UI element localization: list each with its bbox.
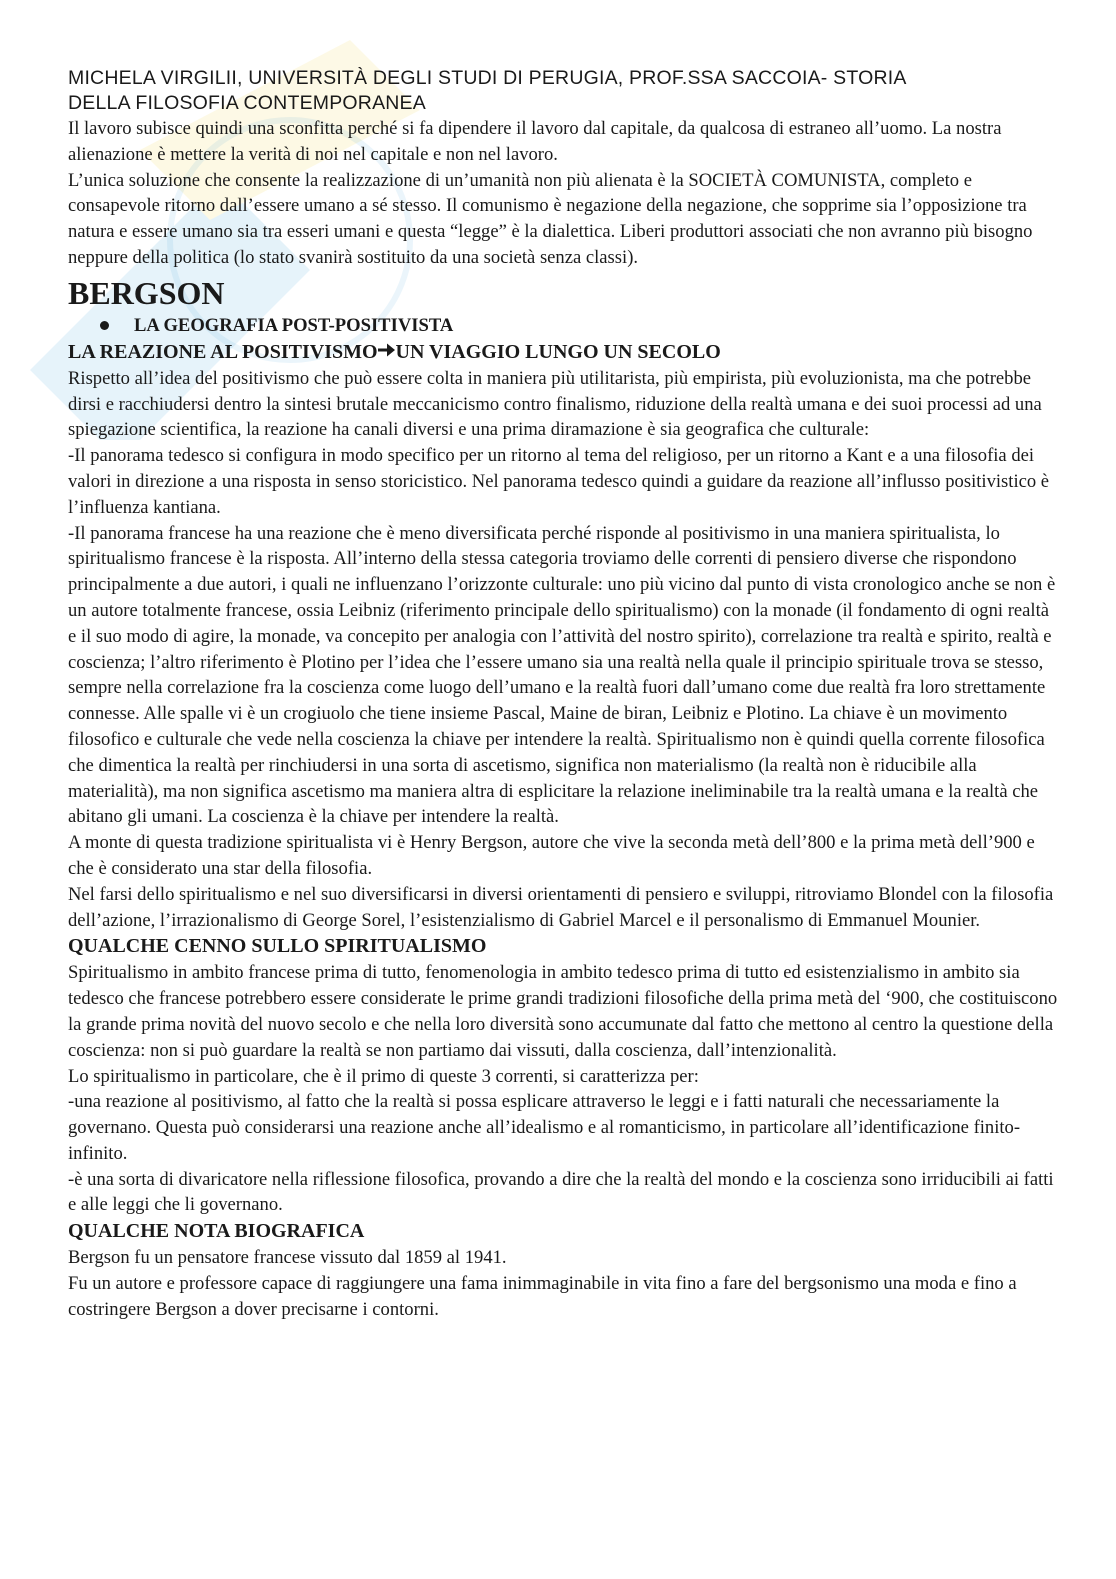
section1-paragraph: Rispetto all’idea del positivismo che può essere colta in maniera più utilitarista, più empirista, più evoluzionista, ma che potrebbe dirsi e racchiudersi dentro la sintesi brutale meccanicismo contro finalismo, riduzione della realtà umana e dei suoi processi ad una spiegazione scientifica, la reazione ha canali diversi e una prima diramazione è sia geografica che culturale: — [68, 367, 1042, 441]
heading-right: UN VIAGGIO LUNGO UN SECOLO — [395, 340, 721, 363]
right-arrow-icon — [378, 342, 396, 358]
document-page — [68, 66, 1058, 1323]
section2-paragraph: Lo spiritualismo in particolare, che è il primo di queste 3 correnti, si caratterizza per: — [68, 1065, 699, 1087]
section2-paragraph: Spiritualismo in ambito francese prima di tutto, fenomenologia in ambito tedesco prima di tutto ed esistenzialismo in ambito sia tedesco che francese potrebbero essere considerate le prime grandi tradizioni filosofiche della prima metà del ‘900, che costituiscono la grande prima novità del nuovo secolo e che nella loro diversità sono accumunate dal fatto che mettono al centro la questione della coscienza: non si può guardare la realtà se non partiamo dai vissuti, dalla coscienza, dall’intenzionalità. — [68, 962, 1058, 1061]
section2-paragraph: -una reazione al positivismo, al fatto che la realtà si possa esplicare attraverso le leggi e i fatti naturali che necessariamente la governano. Questa può considerarsi una reazione anche all’idealismo e al romanticismo, in particolare all’identificazione finito-infinito. — [68, 1091, 1021, 1164]
section1-paragraph: -Il panorama francese ha una reazione che è meno diversificata perché risponde al positivismo in una maniera spiritualista, lo spiritualismo francese è la risposta. All’interno della stessa categoria troviamo delle correnti di pensiero diverse che rispondono principalmente a due autori, i quali ne influenzano l’orizzonte culturale: uno più vicino dal punto di vista cronologico anche se non è un autore totalmente francese, ossia Leibniz (riferimento principale dello spiritualismo) con la monade (il fondamento di ogni realtà e il suo modo di agire, la monade, va concepito per analogia con l’attività del nostro spirito), correlazione tra realtà e spirito, realtà e coscienza; l’altro riferimento è Plotino per l’idea che l’essere umano sia una realtà nella quale il principio spirituale trova se stesso, sempre nella correlazione fra la coscienza come luogo dell’umano e la realtà fuori dall’umano come due realtà fra loro strettamente connesse. Alle spalle vi è un crogiuolo che tiene insieme Pascal, Maine de biran, Leibniz e Plotino. La chiave è un movimento filosofico e culturale che vede nella coscienza la chiave per intendere la realtà. Spiritualismo non è quindi quella corrente filosofica che dimentica la realtà per rinchiudersi in una sorta di ascetismo, significa non materialismo (la realtà non è riducibile alla materialità), ma non significa ascetismo ma maniera altra di esplicitare la relazione ineliminabile tra la realtà umana e la realtà che abitano gli umani. La coscienza è la chiave per intendere la realtà. — [68, 522, 1056, 828]
section3-paragraph: Fu un autore e professore capace di raggiungere una fama inimmaginabile in vita fino a fare del bergsonismo una moda e fino a costringere Bergson a dover precisarne i contorni. — [68, 1273, 1017, 1320]
section-heading-biografia: QUALCHE NOTA BIOGRAFICA — [68, 1220, 365, 1243]
document-header — [68, 66, 1058, 116]
bullet-text: LA GEOGRAFIA POST-POSITIVISTA — [134, 314, 454, 336]
section1-paragraph: -Il panorama tedesco si configura in modo specifico per un ritorno al tema del religioso, per un ritorno a Kant e a una filosofia dei valori in direzione a una risposta in senso storicistico. Nel panorama tedesco quindi a guidare da reazione all’influsso positivistico è l’influenza kantiana. — [68, 445, 1050, 518]
bullet-item — [68, 313, 1058, 339]
intro-paragraph-1: Il lavoro subisce quindi una sconfitta perché si fa dipendere il lavoro dal capitale, da qualcosa di estraneo all’uomo. La nostra alienazione è mettere la verità di noi nel capitale e non nel lavoro. — [68, 118, 1002, 165]
intro-paragraph-2: L’unica soluzione che consente la realizzazione di un’umanità non più alienata è la SOCIETÀ COMUNISTA, completo e consapevole ritorno dall’essere umano a sé stesso. Il comunismo è negazione della negazione, che sopprime sia l’opposizione tra natura e essere umano sia tra esseri umani e questa “legge” è la dialettica. Liberi produttori associati che non avranno più bisogno neppure della politica (lo stato svanirà sostituito da una società senza classi). — [68, 169, 1033, 268]
heading-left: LA REAZIONE AL POSITIVISMO — [68, 340, 378, 363]
section1-paragraph: Nel farsi dello spiritualismo e nel suo diversificarsi in diversi orientamenti di pensiero e sviluppi, ritroviamo Blondel con la filosofia dell’azione, l’irrazionalismo di George Sorel, l’esistenzialismo di Gabriel Marcel e il personalismo di Emmanuel Mounier. — [68, 883, 1054, 931]
section2-paragraph: -è una sorta di divaricatore nella riflessione filosofica, provando a dire che la realtà del mondo e la coscienza sono irriducibili ai fatti e alle leggi che li governano. — [68, 1168, 1054, 1216]
page-title: BERGSON — [68, 274, 225, 311]
bullet-dot-icon — [100, 321, 109, 330]
section-heading-reazione — [68, 339, 1058, 366]
section-heading-spiritualismo: QUALCHE CENNO SULLO SPIRITUALISMO — [68, 935, 487, 958]
header-line-2: DELLA FILOSOFIA CONTEMPORANEA — [68, 92, 426, 114]
section3-paragraph: Bergson fu un pensatore francese vissuto dal 1859 al 1941. — [68, 1247, 507, 1269]
section1-paragraph: A monte di questa tradizione spiritualista vi è Henry Bergson, autore che vive la seconda metà dell’800 e la prima metà dell’900 e che è considerato una star della filosofia. — [68, 832, 1035, 879]
header-line-1: MICHELA VIRGILII, UNIVERSITÀ DEGLI STUDI DI PERUGIA, PROF.SSA SACCOIA- STORIA — [68, 67, 907, 89]
